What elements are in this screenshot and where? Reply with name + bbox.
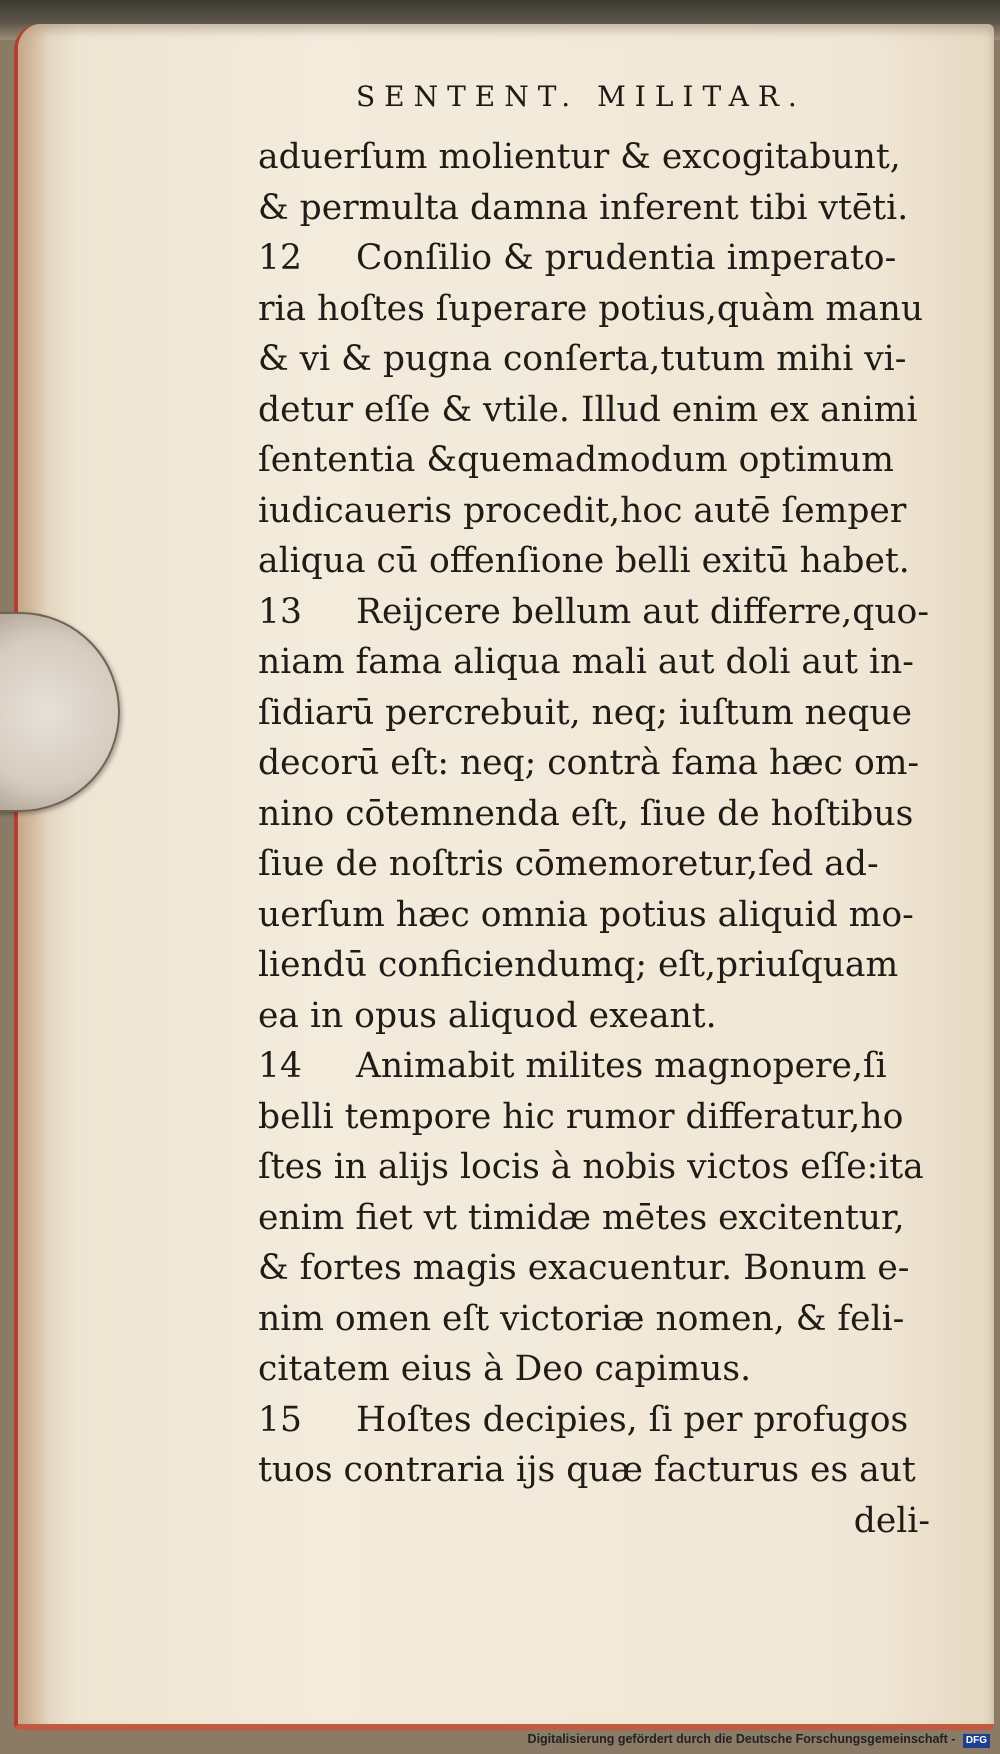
- line-text: Conſilio & prudentia imperato-: [356, 238, 897, 278]
- line-text: liendū conficiendumq; eſt,priuſquam: [258, 945, 899, 985]
- text-line: [258, 789, 958, 840]
- text-line: [258, 536, 958, 587]
- line-text: ſiue de noſtris cōmemoretur,ſed ad-: [258, 844, 879, 884]
- text-line: [258, 1395, 958, 1446]
- line-text: ſententia &quemadmodum optimum: [258, 440, 895, 480]
- text-line: [258, 385, 958, 436]
- section-number: 14: [258, 1046, 302, 1086]
- catchword: deli-: [853, 1500, 930, 1541]
- text-line: [258, 334, 958, 385]
- line-text: Reijcere bellum aut differre,quo-: [356, 591, 929, 632]
- line-text: niam fama aliqua mali aut doli aut in-: [258, 642, 914, 682]
- text-block: [258, 132, 958, 1546]
- line-text: enim fiet vt timidæ mētes excitentur,: [258, 1197, 905, 1238]
- text-line: [258, 183, 958, 234]
- text-line: [258, 1344, 958, 1395]
- text-line: [258, 233, 958, 284]
- line-text: tuos contraria ijs quæ facturus es aut: [258, 1450, 916, 1490]
- section-number: 15: [258, 1399, 302, 1440]
- line-text: & vi & pugna conſerta,tutum mihi vi-: [258, 339, 907, 379]
- line-text: iudicaueris procedit,hoc autē ſemper: [258, 490, 907, 531]
- line-text: aliqua cū offenſione belli exitū habet.: [258, 541, 910, 581]
- text-line: [258, 132, 958, 183]
- text-line: [258, 486, 958, 537]
- line-text: & permulta damna inferent tibi vtēti.: [258, 187, 909, 228]
- line-text: ſidiarū percrebuit, neq; iuſtum neque: [258, 692, 912, 733]
- text-line: [258, 1445, 958, 1496]
- text-line: [258, 587, 958, 638]
- line-text: & fortes magis exacuentur. Bonum e-: [258, 1248, 910, 1288]
- line-text: ſtes in alijs locis à nobis victos eſſe:ita: [258, 1147, 924, 1187]
- text-line: [258, 637, 958, 688]
- text-line: [258, 435, 958, 486]
- footer-credit: [528, 1726, 990, 1752]
- text-line: [258, 991, 958, 1042]
- line-text: uerſum hæc omnia potius aliquid mo-: [258, 894, 914, 935]
- text-line: [258, 1193, 958, 1244]
- line-text: decorū eſt: neq; contrà fama hæc om-: [258, 743, 920, 783]
- text-line: [258, 940, 958, 991]
- line-text: nino cōtemnenda eſt, ſiue de hoſtibus: [258, 793, 914, 834]
- line-text: Hoſtes decipies, ſi per profugos: [356, 1399, 909, 1440]
- line-text: ea in opus aliquod exeant.: [258, 995, 717, 1036]
- line-text: aduerſum molientur & excogitabunt,: [258, 137, 901, 177]
- line-text: Animabit milites magnopere,ſi: [356, 1046, 887, 1086]
- line-text: ria hoſtes ſuperare potius,quàm manu: [258, 288, 924, 329]
- text-line: [258, 839, 958, 890]
- footer-credit-text: Digitalisierung gefördert durch die Deutsche Forschungsgemeinschaft -: [527, 1732, 956, 1746]
- line-text: detur eſſe & vtile. Illud enim ex animi: [258, 389, 918, 430]
- text-line: [258, 738, 958, 789]
- line-text: citatem eius à Deo capimus.: [258, 1349, 752, 1389]
- text-line: [258, 1142, 958, 1193]
- line-text: belli tempore hic rumor differatur,ho: [258, 1096, 904, 1137]
- running-head: SENTENT. MILITAR.: [356, 80, 806, 113]
- page-spine-shadow: [18, 24, 48, 1724]
- text-line: [258, 1243, 958, 1294]
- text-line: [258, 1092, 958, 1143]
- section-number: 12: [258, 238, 302, 278]
- text-line: [258, 1294, 958, 1345]
- dfg-logo: DFG: [963, 1734, 990, 1748]
- text-line: [258, 688, 958, 739]
- text-line: [258, 1041, 958, 1092]
- text-line: [258, 284, 958, 335]
- line-text: nim omen eſt victoriæ nomen, & feli-: [258, 1298, 905, 1339]
- text-line: [258, 890, 958, 941]
- section-number: 13: [258, 591, 302, 632]
